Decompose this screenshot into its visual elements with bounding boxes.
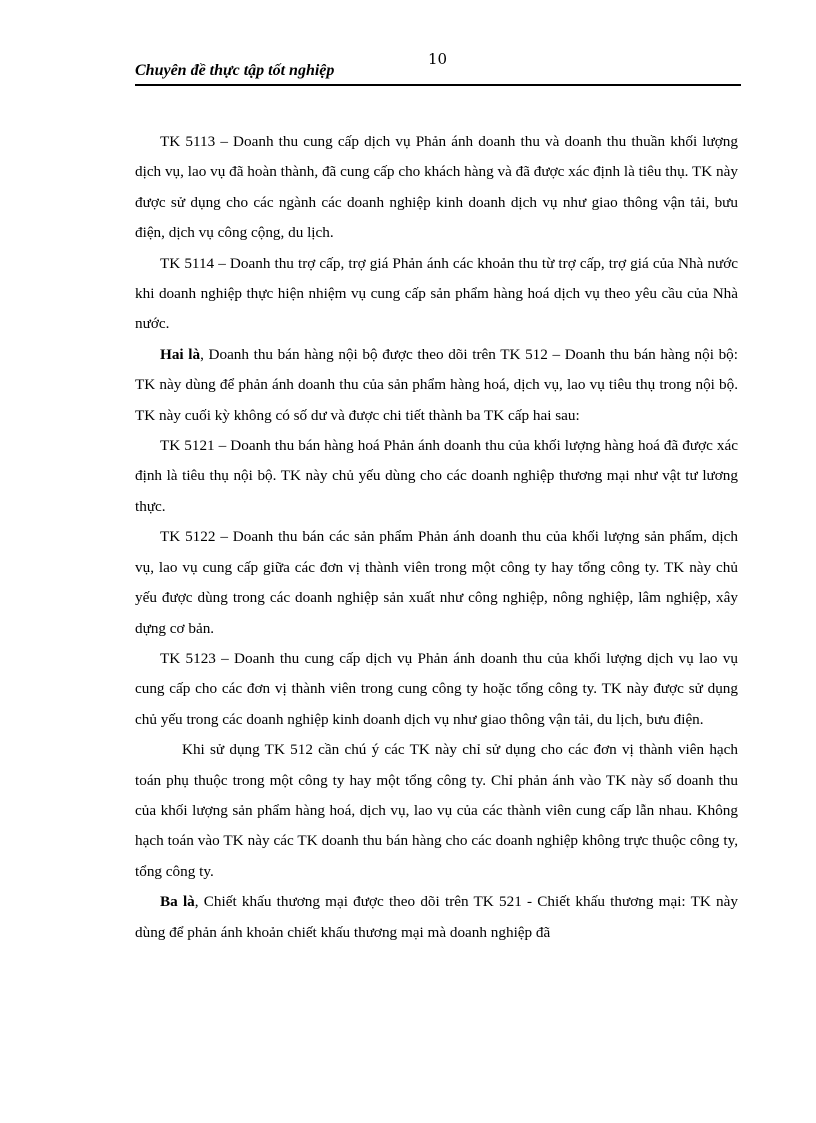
paragraph-tk5123: TK 5123 – Doanh thu cung cấp dịch vụ Phản ánh doanh thu của khối lượng dịch vụ lao vụ cung cấp cho các đơn vị thành viên trong cung công ty hoặc tổng công ty. TK này được sử dụng chủ yếu trong các doanh nghiệp kinh doanh dịch vụ như giao thông vận tải, du lịch, bưu điện. — [135, 649, 738, 728]
paragraph-ba-la-text: , Chiết khấu thương mại được theo dõi trên TK 521 - Chiết khấu thương mại: TK này dùng để phản ánh khoản chiết khấu thương mại mà doanh nghiệp đã — [135, 893, 738, 941]
paragraph-lead-hai-la: Hai là — [160, 345, 201, 363]
page-number: 10 — [428, 50, 448, 68]
paragraph-lead-ba-la: Ba là — [160, 893, 195, 911]
paragraph-tk512-note: Khi sử dụng TK 512 cần chú ý các TK này chỉ sử dụng cho các đơn vị thành viên hạch toán phụ thuộc trong một công ty hay một tổng công ty. Chỉ phản ánh vào TK này số doanh thu của khối lượng sản phẩm hàng hoá, dịch vụ, lao vụ của các thành viên cung cấp lẫn nhau. Không hạch toán vào TK này các TK doanh thu bán hàng cho các doanh nghiệp không trực thuộc công ty, tổng công ty. — [135, 741, 738, 880]
paragraph-tk5122: TK 5122 – Doanh thu bán các sản phẩm Phản ánh doanh thu của khối lượng sản phẩm, dịch vụ, lao vụ cung cấp giữa các đơn vị thành viên trong một công ty hay tổng công ty. TK này chủ yếu được dùng trong các doanh nghiệp sản xuất như công nghiệp, nông nghiệp, lâm nghiệp, xây dựng cơ bản. — [135, 528, 738, 637]
paragraph-tk5113: TK 5113 – Doanh thu cung cấp dịch vụ Phản ánh doanh thu và doanh thu thuần khối lượng dịch vụ, lao vụ đã hoàn thành, đã cung cấp cho khách hàng và đã được xác định là tiêu thụ. TK này được sử dụng cho các ngành các doanh nghiệp kinh doanh dịch vụ như giao thông vận tải, bưu điện, dịch vụ công cộng, du lịch. — [135, 133, 738, 242]
paragraph-tk5114: TK 5114 – Doanh thu trợ cấp, trợ giá Phản ánh các khoản thu từ trợ cấp, trợ giá của Nhà nước khi doanh nghiệp thực hiện nhiệm vụ cung cấp sản phẩm hàng hoá dịch vụ theo yêu cầu của Nhà nước. — [135, 254, 738, 333]
running-header-title: Chuyên đề thực tập tốt nghiệp — [135, 62, 335, 79]
paragraph-hai-la — [135, 340, 738, 431]
paragraph-tk5121: TK 5121 – Doanh thu bán hàng hoá Phản ánh doanh thu của khối lượng hàng hoá đã được xác định là tiêu thụ nội bộ. TK này chủ yếu dùng cho các doanh nghiệp thương mại như vật tư lương thực. — [135, 437, 738, 515]
body-text — [135, 127, 738, 948]
paragraph-hai-la-text: , Doanh thu bán hàng nội bộ được theo dõi trên TK 512 – Doanh thu bán hàng nội bộ: TK này dùng để phản ánh doanh thu của sản phẩm hàng hoá, dịch vụ, lao vụ tiêu thụ trong nội bộ. TK này cuối kỳ không có số dư và được chi tiết thành ba TK cấp hai sau: — [135, 345, 738, 424]
header-divider — [135, 84, 741, 86]
paragraph-ba-la — [135, 887, 738, 948]
